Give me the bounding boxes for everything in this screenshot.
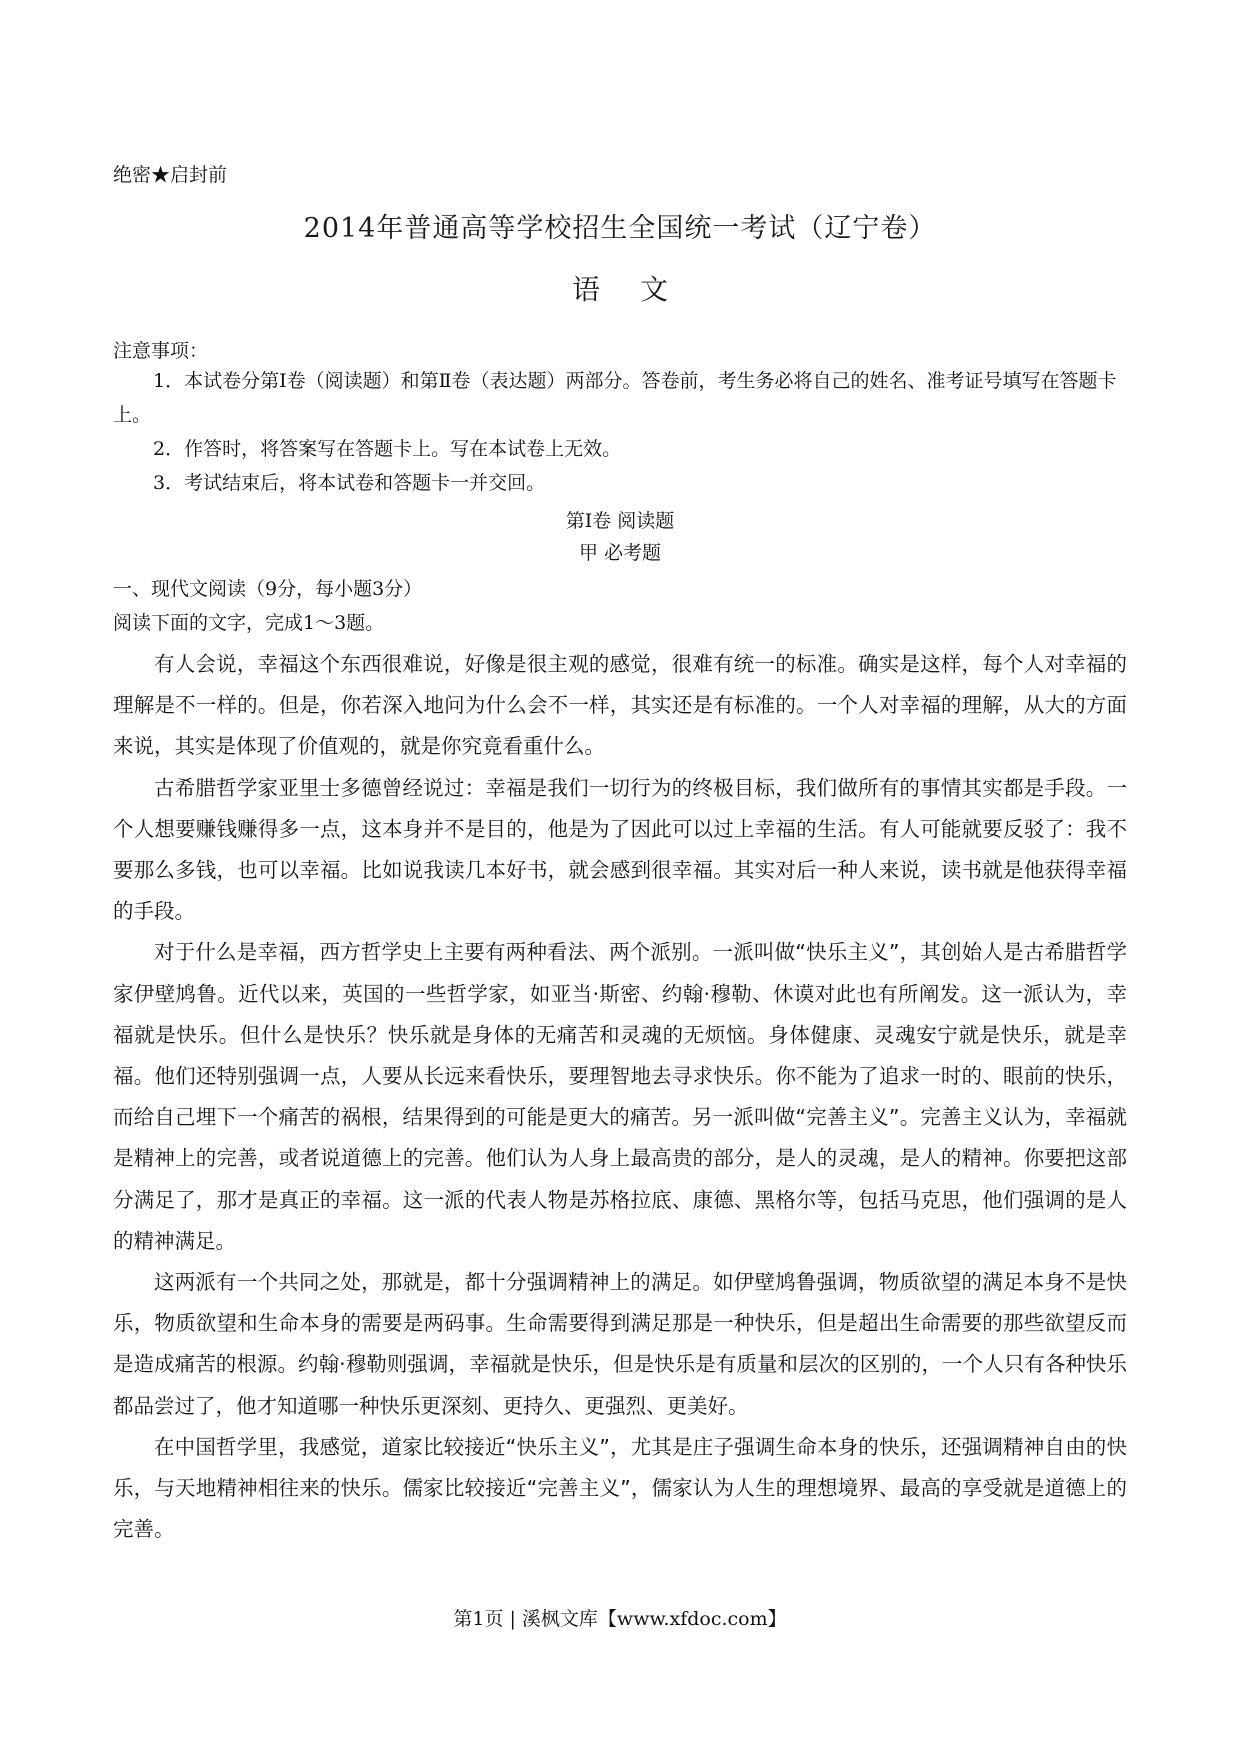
- passage-paragraph: 在中国哲学里，我感觉，道家比较接近“快乐主义”，尤其是庄子强调生命本身的快乐，还强调精神自由的快乐，与天地精神相往来的快乐。儒家比较接近“完善主义”，儒家认为人生的理想境界、最高的享受就是道德上的完善。: [113, 1434, 1127, 1542]
- notice-heading: 注意事项：: [113, 340, 209, 362]
- passage-paragraph: 古希腊哲学家亚里士多德曾经说过：幸福是我们一切行为的终极目标，我们做所有的事情其实都是手段。一个人想要赚钱赚得多一点，这本身并不是目的，他是为了因此可以过上幸福的生活。有人可能就要反驳了：我不要那么多钱，也可以幸福。比如说我读几本好书，就会感到很幸福。其实对后一种人来说，读书就是他获得幸福的手段。: [113, 775, 1127, 924]
- volume-title: 第Ⅰ卷 阅读题: [565, 510, 675, 532]
- notice-item-text: 1．本试卷分第Ⅰ卷（阅读题）和第Ⅱ卷（表达题）两部分。答卷前，考生务必将自己的姓名、准考证号填写在答题卡上。: [113, 370, 1117, 426]
- page-footer: 第1页 | 溪枫文库【www.xfdoc.com】: [453, 1608, 787, 1630]
- exam-title: 2014年普通高等学校招生全国统一考试（辽宁卷）: [303, 213, 937, 244]
- passage-paragraph: 这两派有一个共同之处，那就是，都十分强调精神上的满足。如伊壁鸠鲁强调，物质欲望的满足本身不是快乐，物质欲望和生命本身的需要是两码事。生命需要得到满足那是一种快乐，但是超出生命需要的那些欲望反而是造成痛苦的根源。约翰·穆勒则强调，幸福就是快乐，但是快乐是有质量和层次的区别的，一个人只有各种快乐都品尝过了，他才知道哪一种快乐更深刻、更持久、更强烈、更美好。: [113, 1270, 1127, 1418]
- section-title: 一、现代文阅读（9分，每小题3分）: [113, 578, 423, 600]
- notice-item: [113, 432, 1123, 466]
- section-instruction: 阅读下面的文字，完成1～3题。: [113, 612, 385, 634]
- notice-item: [113, 364, 1123, 432]
- notice-item-text: 3．考试结束后，将本试卷和答题卡一并交回。: [153, 472, 546, 494]
- part-title: 甲 必考题: [578, 542, 662, 564]
- confidential-mark: 绝密★启封前: [113, 164, 228, 186]
- reading-passage: [113, 644, 1127, 1550]
- notice-item-text: 2．作答时，将答案写在答题卡上。写在本试卷上无效。: [153, 438, 622, 460]
- notice-item: [113, 466, 1123, 500]
- passage-paragraph: 有人会说，幸福这个东西很难说，好像是很主观的感觉，很难有统一的标准。确实是这样，每个人对幸福的理解是不一样的。但是，你若深入地问为什么会不一样，其实还是有标准的。一个人对幸福的理解，从大的方面来说，其实是体现了价值观的，就是你究竟看重什么。: [113, 652, 1127, 759]
- subject-title: 语文: [571, 273, 708, 306]
- passage-paragraph: 对于什么是幸福，西方哲学史上主要有两种看法、两个派别。一派叫做“快乐主义”，其创始人是古希腊哲学家伊壁鸠鲁。近代以来，英国的一些哲学家，如亚当·斯密、约翰·穆勒、休谟对此也有所阐发。这一派认为，幸福就是快乐。但什么是快乐？快乐就是身体的无痛苦和灵魂的无烦恼。身体健康、灵魂安宁就是快乐，就是幸福。他们还特别强调一点，人要从长远来看快乐，要理智地去寻求快乐。你不能为了追求一时的、眼前的快乐，而给自己埋下一个痛苦的祸根，结果得到的可能是更大的痛苦。另一派叫做“完善主义”。完善主义认为，幸福就是精神上的完善，或者说道德上的完善。他们认为人身上最高贵的部分，是人的灵魂，是人的精神。你要把这部分满足了，那才是真正的幸福。这一派的代表人物是苏格拉底、康德、黑格尔等，包括马克思，他们强调的是人的精神满足。: [113, 940, 1127, 1253]
